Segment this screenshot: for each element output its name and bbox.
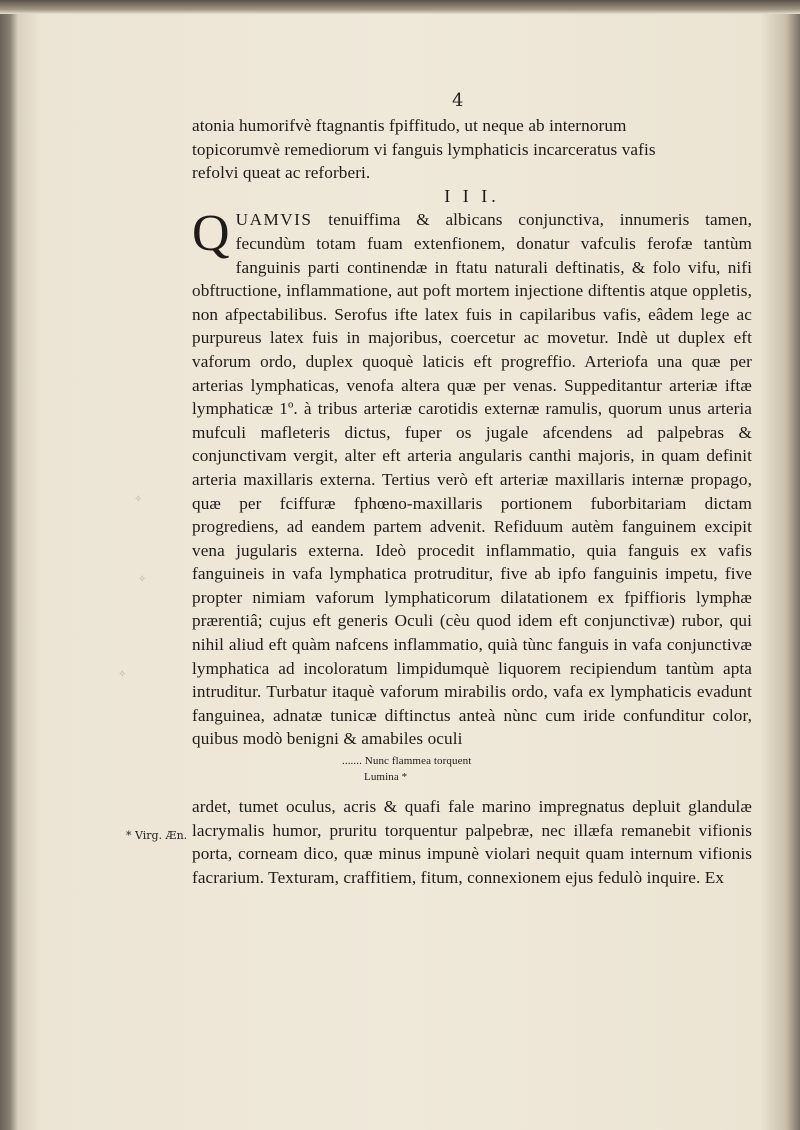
bleed-through-mark: ✧ bbox=[138, 574, 147, 585]
body-paragraph bbox=[192, 205, 752, 751]
footnote-reference: * Virg. Æn. bbox=[126, 829, 188, 842]
section-heading: I I I. bbox=[444, 185, 500, 206]
quote-line: ....... Nunc flammea torquent bbox=[342, 755, 472, 768]
lead-caps: UAMVIS bbox=[235, 210, 313, 230]
top-line: refolvi queat ac reforberi. bbox=[192, 163, 371, 183]
main-text bbox=[192, 114, 752, 889]
continuation-paragraph: ardet, tumet oculus, acris & quafi fale marino impregnatus depluit glandulæ lacrymalis humor, pruritu torquentur palpebræ, nec illæfa remanebit vifionis porta, corneam dico, quæ minus impunè violari nequit quam internum vifionis facrarium. Texturam, craffitiem, fitum, connexionem ejus fedulò inquire. Ex bbox=[192, 797, 752, 887]
book-top-edge bbox=[0, 0, 800, 14]
top-line: atonia humorifvè ftagnantis fpiffitudo, ut neque ab internorum bbox=[192, 116, 627, 135]
page-number: 4 bbox=[452, 90, 464, 111]
quote-line: Lumina * bbox=[364, 771, 408, 784]
bleed-through-mark: ✧ bbox=[118, 669, 127, 680]
top-line: topicorumvè remediorum vi fanguis lymphaticis incarceratus vafis bbox=[192, 139, 656, 159]
verse-quote bbox=[192, 753, 752, 785]
paragraph-text: tenuiffima & albicans conjunctiva, innumeris tamen, fecundùm totam fuam extenfionem, donatur vafculis ferofæ tantùm fanguinis parti continendæ in ftatu naturali deftinatis, & folo vifu, nifi obftructione, inflammatione, aut poft mortem injectione diftentis atque oppletis, non afpectabilibus. Serofus ifte latex fuis in capilaribus vafis, eâdem lege ac purpureus latex fuis in majoribus, coercetur ac movetur. Indè ut duplex eft vaforum ordo, duplex quoquè laticis eft progreffio. Arteriofa una quæ per arterias lymphaticas, venofa altera quæ per venas. Suppeditantur arteriæ iftæ lymphaticæ 1º. à tribus arteriæ carotidis externæ ramulis, quorum unus arteria mufculi mafleteris dictus, fuper os jugale afcendens ad palpebras & conjunctivam vergit, alter eft arteria angularis canthi majoris, in quam definit arteria maxillaris externa. Tertius verò eft arteriæ maxillaris internæ propago, quæ per fciffuræ fphœno-maxillaris portionem fuborbitariam dictam progrediens, ad eandem partem advenit. Refiduum autèm fanguinem excipit vena jugularis externa. Ideò procedit inflammatio, quia fanguis ex vafis fanguineis in vafa lymphatica protruditur, five ab ipfo fanguinis impetu, five propter nimiam vaforum lymphaticorum dilatationem ex fpiffioris lymphæ prærentiâ; cujus eft generis Oculi (cèu quod idem eft conjunctivæ) rubor, qui nihil aliud eft quàm nafcens inflammatio, quià tùnc fanguis in vafa conjunctivæ lymphatica ad incoloratum limpidumquè liquorem recipiendum tantùm apta intruditur. Turbatur itaquè vaforum mirabilis ordo, vafa ex lymphaticis evadunt fanguinea, adnatæ tunicæ diftinctus anteà nùnc cum iride confunditur color, quibus modò benigni & amabiles oculi bbox=[192, 210, 752, 749]
drop-cap: Q bbox=[192, 205, 230, 263]
page-area bbox=[18, 14, 780, 1114]
bleed-through-mark: ✧ bbox=[134, 494, 143, 505]
